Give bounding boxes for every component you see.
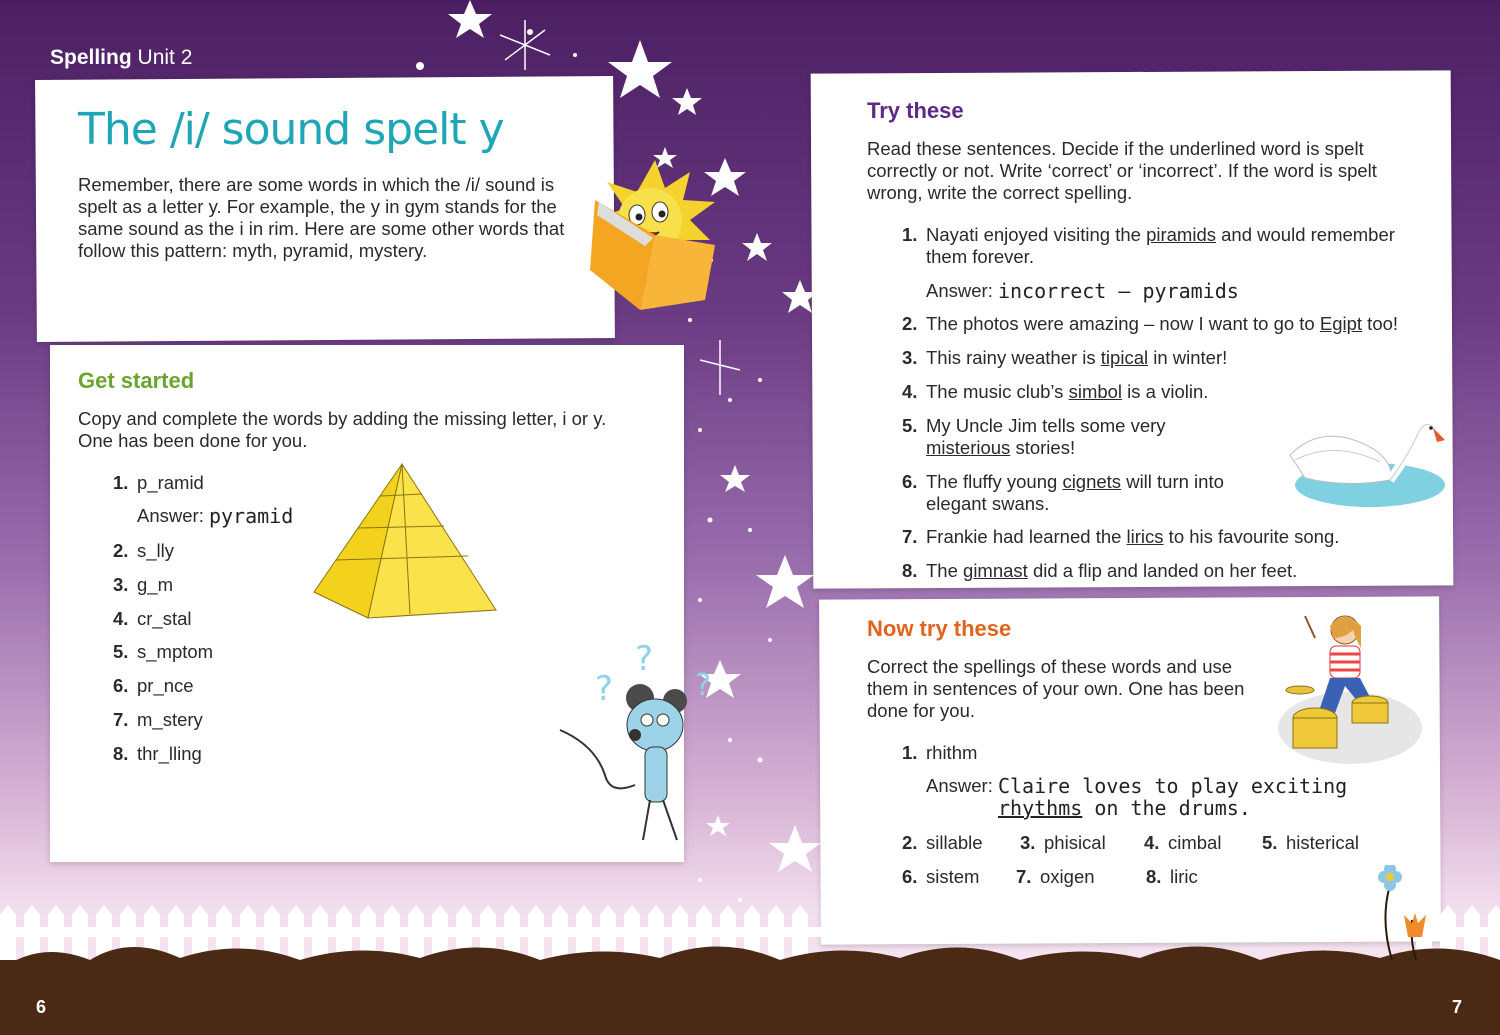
answer-value-rest: on the drums. xyxy=(1082,796,1251,820)
underlined-word: lirics xyxy=(1126,526,1164,547)
underlined-word: simbol xyxy=(1068,381,1123,402)
sentence-end: will turn into elegant swans. xyxy=(926,471,1224,514)
sentence-end: in winter! xyxy=(1148,347,1228,368)
sentence-end: stories! xyxy=(1010,437,1076,458)
star-icon xyxy=(672,88,702,115)
item-text: phisical xyxy=(1044,832,1106,853)
answer-label: Answer: xyxy=(137,505,204,526)
item-text: m_stery xyxy=(137,709,203,730)
item-text: thr_lling xyxy=(137,743,202,764)
soil-ground xyxy=(0,960,1500,1035)
word-item xyxy=(1016,866,1095,888)
word-item xyxy=(1146,866,1198,888)
sentence-end: and would remember them forever. xyxy=(926,224,1395,267)
item-text: rhithm xyxy=(926,742,978,763)
item-text: p_ramid xyxy=(137,472,204,493)
answer-value: pyramid xyxy=(208,504,294,528)
answer-value: Claire loves to play exciting xyxy=(997,774,1348,798)
item-number: 4. xyxy=(113,608,129,629)
word-item xyxy=(1020,832,1106,854)
page-number-right: 7 xyxy=(1452,997,1463,1017)
item-text: cr_stal xyxy=(137,608,192,629)
list-item xyxy=(113,574,173,596)
item-number: 5. xyxy=(113,641,129,662)
item-number: 6. xyxy=(113,675,129,696)
answer-line xyxy=(926,280,1239,302)
now-try-these-heading: Now try these xyxy=(867,616,1012,641)
item-number: 1. xyxy=(902,224,918,245)
sentence-start: The fluffy young xyxy=(926,471,1063,492)
star-icon xyxy=(720,465,750,492)
item-number: 5. xyxy=(902,415,918,436)
sentence-start: This rainy weather is xyxy=(926,347,1101,368)
answer-line xyxy=(137,505,293,527)
underlined-word: misterious xyxy=(926,437,1011,458)
item-text: s_lly xyxy=(137,540,175,561)
unit-label xyxy=(50,46,192,70)
item-text: oxigen xyxy=(1040,866,1095,887)
list-item xyxy=(113,743,202,765)
list-item xyxy=(902,526,1422,548)
sentence-start: Nayati enjoyed visiting the xyxy=(926,224,1147,245)
get-started-instruction: Copy and complete the words by adding the missing letter, i or y. One has been done for you. xyxy=(78,408,607,451)
unit-label-strong: Spelling xyxy=(50,46,132,69)
sentence-end: to his favourite song. xyxy=(1163,526,1340,547)
sentence-start: Frankie had learned the xyxy=(926,526,1127,547)
item-text: sistem xyxy=(926,866,980,887)
try-these-heading: Try these xyxy=(867,98,964,123)
item-text: liric xyxy=(1170,866,1198,887)
underlined-word: piramids xyxy=(1146,224,1216,245)
word-item xyxy=(902,832,983,854)
item-number: 7. xyxy=(1016,866,1032,887)
drummer-girl-illustration xyxy=(1275,608,1425,768)
star-icon xyxy=(756,555,814,608)
word-item xyxy=(1144,832,1221,854)
item-number: 2. xyxy=(902,313,918,334)
swan-illustration xyxy=(1265,400,1450,515)
item-text xyxy=(926,347,1227,369)
item-number: 1. xyxy=(902,742,918,763)
list-item xyxy=(113,641,213,663)
flowers-illustration xyxy=(1370,865,1440,960)
list-item xyxy=(902,224,1422,268)
star-icon xyxy=(608,40,672,98)
item-text: cimbal xyxy=(1168,832,1222,853)
sentence-end: is a violin. xyxy=(1122,381,1209,402)
star-icon xyxy=(769,825,821,872)
page-title: The /i/ sound spelt y xyxy=(78,104,504,155)
word-item xyxy=(1262,832,1359,854)
intro-text: Remember, there are some words in which the /i/ sound is spelt as a letter y. For example, the y in gym stands for the same sound as the i in rim. Here are some other words that follow this pattern: myth, pyramid, mystery. xyxy=(78,174,565,261)
item-number: 1. xyxy=(113,472,129,493)
item-number: 8. xyxy=(902,560,918,581)
item-number: 7. xyxy=(113,709,129,730)
sentence-start: The xyxy=(926,560,964,581)
list-item xyxy=(113,675,194,697)
item-text: histerical xyxy=(1286,832,1359,853)
get-started-heading: Get started xyxy=(78,368,195,393)
item-text xyxy=(926,560,1297,582)
list-item xyxy=(113,709,203,731)
confused-mouse-illustration xyxy=(555,635,725,850)
sun-reading-book-illustration xyxy=(585,160,725,320)
list-item xyxy=(902,313,1432,335)
item-text: sillable xyxy=(926,832,983,853)
item-number: 3. xyxy=(113,574,129,595)
pyramid-illustration xyxy=(310,460,500,620)
item-text xyxy=(926,471,1252,515)
sentence-end: did a flip and landed on her feet. xyxy=(1027,560,1298,581)
star-icon xyxy=(448,0,492,38)
page-number-left: 6 xyxy=(36,997,47,1017)
list-item xyxy=(902,347,1422,369)
item-text xyxy=(926,415,1192,459)
question-mark-icon: ? xyxy=(695,668,711,703)
underlined-word: tipical xyxy=(1100,347,1149,368)
sentence-start: The music club’s xyxy=(926,381,1069,402)
item-text: g_m xyxy=(137,574,173,595)
list-item xyxy=(902,742,977,764)
item-text xyxy=(926,313,1398,335)
underlined-word: gimnast xyxy=(963,560,1028,581)
item-number: 4. xyxy=(902,381,918,402)
item-text xyxy=(926,526,1339,548)
answer-line xyxy=(926,775,1347,797)
item-text: s_mptom xyxy=(137,641,214,662)
soil-bumps xyxy=(0,930,1500,970)
item-number: 5. xyxy=(1262,832,1278,853)
item-number: 6. xyxy=(902,866,918,887)
answer-label: Answer: xyxy=(926,280,993,301)
answer-value: incorrect – pyramids xyxy=(997,279,1239,303)
item-number: 8. xyxy=(113,743,129,764)
question-mark-icon: ? xyxy=(595,669,614,709)
list-item xyxy=(902,471,1252,515)
sentence-start: My Uncle Jim tells some very xyxy=(926,415,1166,436)
unit-label-rest: Unit 2 xyxy=(131,46,193,69)
word-item xyxy=(902,866,979,888)
underlined-word: cignets xyxy=(1062,471,1122,492)
list-item xyxy=(113,472,204,494)
answer-line-continued xyxy=(998,797,1251,819)
item-number: 3. xyxy=(902,347,918,368)
underlined-word: Egipt xyxy=(1319,313,1363,334)
list-item xyxy=(902,560,1422,582)
item-number: 3. xyxy=(1020,832,1036,853)
sentence-start: The photos were amazing – now I want to go to xyxy=(926,313,1320,334)
list-item xyxy=(113,540,174,562)
item-number: 2. xyxy=(902,832,918,853)
sentence-end: too! xyxy=(1362,313,1399,334)
item-number: 4. xyxy=(1144,832,1160,853)
answer-underlined-word: rhythms xyxy=(998,796,1083,820)
list-item xyxy=(113,608,192,630)
answer-label: Answer: xyxy=(926,775,993,796)
item-number: 6. xyxy=(902,471,918,492)
item-number: 8. xyxy=(1146,866,1162,887)
item-text: pr_nce xyxy=(137,675,194,696)
item-number: 2. xyxy=(113,540,129,561)
item-text xyxy=(926,224,1422,268)
try-these-instruction: Read these sentences. Decide if the underlined word is spelt correctly or not. Write ‘correct’ or ‘incorrect’. If the word is spelt wrong, write the correct spelling. xyxy=(867,138,1377,203)
item-text xyxy=(926,381,1208,403)
star-icon xyxy=(742,233,772,261)
now-try-these-instruction: Correct the spellings of these words and use them in sentences of your own. One has been done for you. xyxy=(867,656,1245,721)
item-number: 7. xyxy=(902,526,918,547)
list-item xyxy=(902,415,1192,459)
question-mark-icon: ? xyxy=(635,639,654,679)
